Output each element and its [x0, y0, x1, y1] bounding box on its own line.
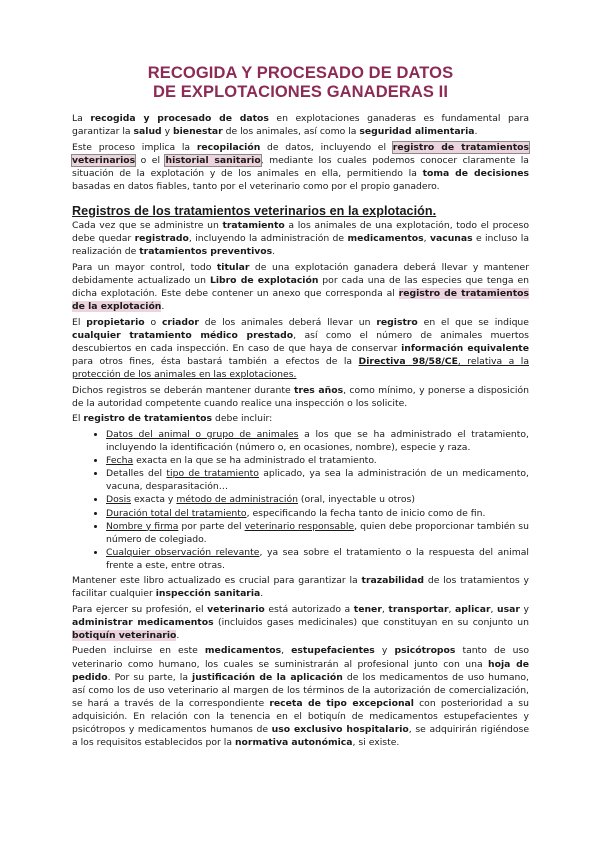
text-run: tipo de tratamiento [166, 468, 259, 480]
text-run: tener [353, 603, 382, 615]
text-run: con posterioridad a su adquisición. En relación con la tenencia en el botiquín de medicamentos estupefacientes y psicótropos y medicamentos humanos de [72, 697, 529, 736]
highlight-registro-tratamientos: registro de tratamientos veterinarios [72, 141, 529, 166]
text-run: Cada vez que se administre un [72, 220, 223, 232]
text-run: de los animales, así como la [222, 126, 360, 138]
highlight-registro-explotacion: registro de tratamientos de la explotación [72, 288, 529, 313]
text-run: receta de tipo excepcional [269, 697, 414, 709]
text-run: veterinario [207, 603, 265, 615]
directive-reference: Directiva 98/58/CE [358, 356, 458, 367]
text-run: exacta en la que se ha administrado el tratamiento. [133, 455, 377, 467]
text-run: , relativa a la protección de los animales en las explotaciones. [72, 356, 529, 381]
text-run: y [374, 645, 395, 657]
text-run: uso exclusivo hospitalario [271, 724, 409, 736]
section-paragraph-4 [72, 384, 529, 410]
text-run: a los que se ha administrado el tratamiento, incluyendo la identificación (número o, en ocasiones, nombre), especie y raza. [106, 428, 529, 454]
text-run: método de administración [176, 494, 298, 506]
text-run: . [272, 246, 276, 258]
text-run: de los medicamentos de uso humano, así como los de uso veterinario al margen de los términos de la autorización de comercialización, se hará a través de la correspondiente [72, 671, 530, 709]
text-run: normativa autonómica [234, 737, 353, 749]
document-page [72, 64, 529, 752]
text-run: recogida y procesado de datos [90, 113, 269, 124]
list-item [106, 507, 529, 520]
text-run: Pueden incluirse en este [72, 645, 205, 657]
section-paragraph-8 [72, 644, 529, 749]
text-run: registro de tratamientos [83, 413, 213, 425]
text-run: Datos del animal o grupo de animales [106, 428, 299, 440]
list-item [106, 546, 529, 572]
text-run: , especificando la fecha tanto de inicio como de fin. [246, 507, 486, 519]
text-run: . [474, 126, 478, 138]
text-run: para otros fines, ésta bastará también a efectos de la [72, 356, 359, 367]
text-run: Para ejercer su profesión, el [72, 603, 208, 615]
text-run: o el [135, 154, 166, 166]
text-run: (oral, inyectable u otros) [297, 494, 415, 506]
title-line-1: RECOGIDA Y PROCESADO DE DATOS [147, 64, 454, 82]
section-paragraph-5 [72, 412, 529, 425]
text-run: El [72, 316, 87, 328]
text-run: trazabilidad [361, 575, 425, 586]
text-run: , ya sea sobre el tratamiento o la respuesta del animal frente a este, entre otras. [106, 546, 529, 571]
text-run: . [161, 301, 165, 313]
text-run: , [281, 645, 292, 657]
text-run: Cualquier observación relevante [106, 546, 260, 558]
text-run: Dosis [106, 494, 131, 506]
text-run: seguridad alimentaria [359, 126, 475, 138]
text-run: medicamentos [204, 645, 282, 657]
list-item [106, 428, 529, 454]
text-run: , si existe. [352, 737, 400, 749]
text-run: El [72, 413, 84, 425]
text-run: , se adquirirán rigiéndose a los requisitos establecidos por la [72, 724, 530, 749]
intro-paragraph-1 [72, 112, 529, 138]
text-run: información equivalente [401, 342, 529, 354]
list-item [106, 467, 529, 493]
text-run: hoja de pedido [72, 658, 529, 683]
text-run: , [423, 233, 430, 245]
text-run: aplicar [455, 603, 491, 615]
text-run: Para un mayor control, todo [72, 261, 217, 273]
section-heading: Registros de los tratamientos veterinarios en la explotación. [72, 204, 437, 219]
list-item [106, 493, 529, 506]
treatment-register-list [72, 428, 529, 572]
text-run: Libro de explotación [209, 274, 319, 286]
text-run: , incluyendo la administración de [188, 233, 348, 245]
section-paragraph-7 [72, 603, 529, 642]
text-run: , quien debe proporcionar también su número de colegiado. [106, 520, 529, 545]
text-run: registrado [134, 233, 189, 245]
text-run: vacunas [429, 233, 473, 245]
text-run: justificación de la aplicación [192, 671, 343, 683]
text-run: tanto de uso veterinario como humano, los cuales se suministrarán al profesional junto con una [72, 645, 529, 670]
text-run: , como mínimo, y ponerse a disposición de la autoridad competente cuando realice una inspección o los solicite. [72, 384, 529, 409]
text-run: tratamiento [222, 220, 285, 232]
text-run: e incluso la realización de [72, 233, 529, 258]
text-run: por cada una de las especies que tenga en dicha explotación. Este debe contener un anexo que corresponda al [72, 274, 530, 300]
text-run: inspección sanitaria [155, 588, 261, 600]
text-run: titular [216, 261, 250, 273]
text-run: , [381, 603, 389, 615]
text-run: Mantener este libro actualizado es crucial para garantizar la [72, 575, 362, 586]
text-run: , mediante los cuales podemos conocer claramente la situación de la explotación y de los animales en ella, permitiendo la [72, 154, 529, 179]
text-run: . Por su parte, la [107, 671, 193, 683]
text-run: por parte del [178, 520, 245, 532]
text-run: , [448, 603, 456, 615]
text-run: bienestar [173, 126, 223, 138]
text-run: criador [161, 316, 199, 328]
text-run: propietario [86, 316, 145, 328]
text-run: veterinario responsable [244, 520, 355, 532]
text-run: usar [497, 603, 520, 615]
text-run: La [72, 113, 91, 124]
text-run: Fecha [106, 455, 134, 467]
text-run: psicótropos [394, 645, 456, 657]
text-run: de los tratamientos y facilitar cualquier [72, 575, 529, 600]
text-run: tres años [294, 384, 344, 396]
section-paragraph-3 [72, 316, 529, 381]
text-run: Dichos registros se deberán mantener durante [72, 384, 294, 396]
text-run: o [144, 316, 162, 328]
text-run: cualquier tratamiento médico prestado [72, 329, 294, 341]
text-run: toma de decisiones [422, 167, 529, 179]
section-paragraph-2 [72, 261, 529, 313]
text-run: estupefacientes [291, 645, 375, 657]
section-paragraph-1 [72, 219, 529, 258]
text-run: Nombre y firma [106, 520, 179, 532]
text-run: Detalles del [106, 468, 167, 480]
text-run: y [519, 603, 529, 615]
text-run: basadas en datos fiables, tanto por el veterinario como por el propio ganadero. [72, 180, 440, 192]
text-run: registro [376, 316, 418, 328]
list-item [106, 520, 529, 546]
text-run: debe incluir: [212, 413, 273, 425]
intro-paragraph-2 [72, 141, 529, 193]
text-run: recopilación [196, 141, 261, 153]
text-run: , [490, 603, 498, 615]
text-run: de los animales deberá llevar un [198, 316, 377, 328]
text-run: Este proceso implica la [72, 141, 197, 153]
text-run: en explotaciones ganaderas es fundamental para garantizar la [72, 113, 529, 138]
text-run: transportar [388, 603, 449, 615]
highlight-botiquin: botiquín veterinario [72, 629, 177, 641]
text-run: en el que se indique [417, 316, 529, 328]
text-run: tratamientos preventivos [139, 246, 273, 258]
text-run: Duración total del tratamiento [106, 507, 247, 519]
text-run: medicamentos [347, 233, 424, 245]
text-run: está autorizado a [264, 603, 354, 615]
text-run: aplicado, ya sea la administración de un medicamento, vacuna, desparasitación… [106, 468, 529, 493]
text-run: de una explotación ganadera deberá llevar y mantener debidamente actualizado un [72, 261, 529, 286]
text-run: y [161, 126, 174, 138]
text-run: . [260, 588, 264, 600]
text-run: . [176, 629, 180, 641]
highlight-historial-sanitario: historial sanitario [165, 154, 261, 166]
text-run: (incluidos gases medicinales) que constituyan en su conjunto un [213, 616, 529, 628]
text-run: a los animales de una explotación, todo el proceso debe quedar [72, 220, 529, 245]
text-run: de datos, incluyendo el [260, 141, 393, 153]
text-run: salud [133, 126, 162, 138]
title-line-2: DE EXPLOTACIONES GANADERAS II [152, 83, 449, 101]
page-title [72, 64, 529, 102]
section-paragraph-6 [72, 574, 529, 600]
text-run: , así como el número de animales muertos descubiertos en cada inspección. En caso de que haya de conservar [72, 329, 529, 354]
list-item [106, 454, 529, 467]
text-run: administrar medicamentos [72, 616, 214, 628]
text-run: exacta y [131, 494, 177, 506]
